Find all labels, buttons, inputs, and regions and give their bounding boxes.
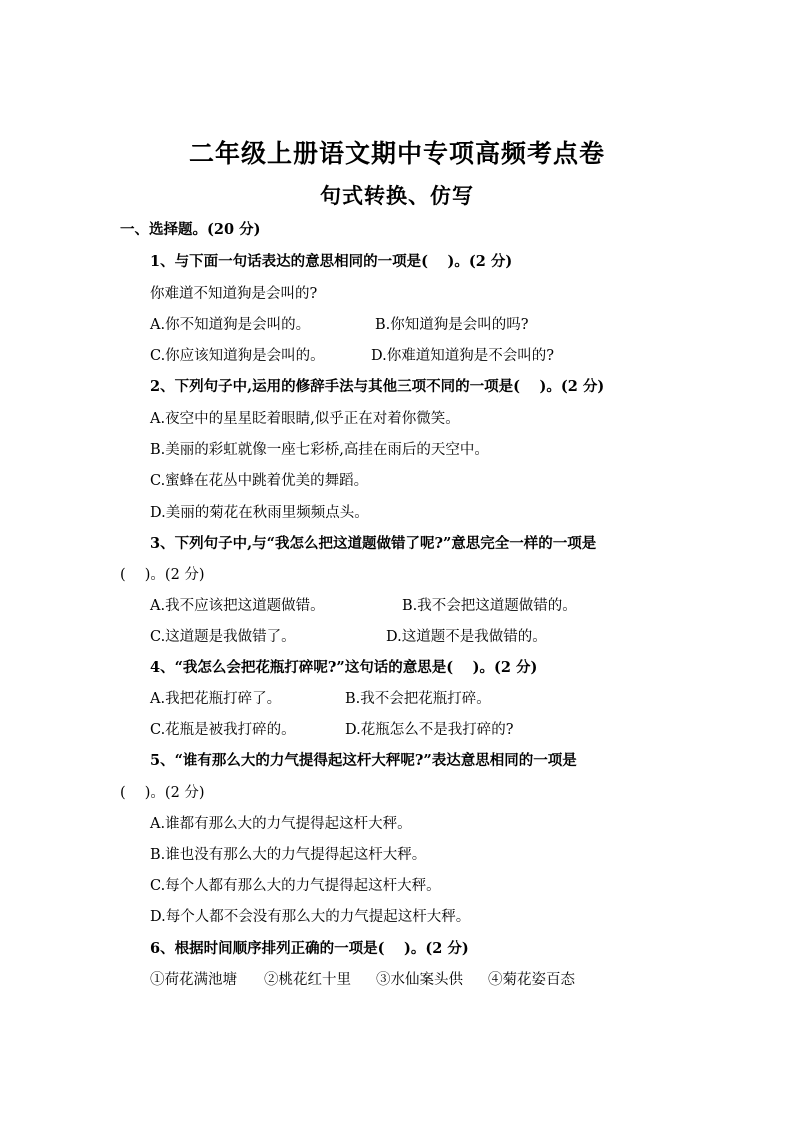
question-6-items: [150, 970, 575, 990]
q6-item-2: ②桃花红十里: [264, 972, 351, 988]
question-4-options-row1: [150, 689, 491, 709]
q5-option-d[interactable]: D.每个人都不会没有那么大的力气提起这杆大秤。: [150, 909, 471, 925]
question-1-stem: 1、与下面一句话表达的意思相同的一项是( )。(2 分): [150, 253, 513, 270]
q2-option-c[interactable]: C.蜜蜂在花丛中跳着优美的舞蹈。: [150, 473, 369, 489]
question-2-stem: 2、下列句子中,运用的修辞手法与其他三项不同的一项是( )。(2 分): [150, 378, 605, 395]
q1-option-c[interactable]: C.你应该知道狗是会叫的。: [150, 348, 325, 364]
question-5-stem: 5、“谁有那么大的力气提得起这杆大秤呢?”表达意思相同的一项是: [150, 752, 577, 769]
page-title: 二年级上册语文期中专项高频考点卷: [188, 139, 605, 168]
question-1-options-row1: [150, 315, 529, 335]
q1-option-b[interactable]: B.你知道狗是会叫的吗?: [375, 317, 529, 333]
q1-option-d[interactable]: D.你难道知道狗是不会叫的?: [371, 348, 554, 364]
q2-option-b[interactable]: B.美丽的彩虹就像一座七彩桥,高挂在雨后的天空中。: [150, 442, 489, 458]
question-5-stem-cont: ( )。(2 分): [120, 785, 205, 801]
q3-option-b[interactable]: B.我不会把这道题做错的。: [402, 598, 577, 614]
question-3-options-row2: [150, 627, 547, 647]
q1-option-a[interactable]: A.你不知道狗是会叫的。: [150, 317, 311, 333]
q3-option-c[interactable]: C.这道题是我做错了。: [150, 629, 296, 645]
q4-option-b[interactable]: B.我不会把花瓶打碎。: [345, 691, 491, 707]
question-3-stem: 3、下列句子中,与“我怎么把这道题做错了呢?”意思完全一样的一项是: [150, 535, 597, 552]
q4-option-a[interactable]: A.我把花瓶打碎了。: [150, 691, 282, 707]
question-6-stem: 6、根据时间顺序排列正确的一项是( )。(2 分): [150, 940, 469, 957]
q2-option-a[interactable]: A.夜空中的星星眨着眼睛,似乎正在对着你微笑。: [150, 411, 460, 427]
question-3-stem-cont: ( )。(2 分): [120, 567, 205, 583]
q2-option-d[interactable]: D.美丽的菊花在秋雨里频频点头。: [150, 505, 369, 521]
question-4-stem: 4、“我怎么会把花瓶打碎呢?”这句话的意思是( )。(2 分): [150, 659, 538, 676]
q5-option-a[interactable]: A.谁都有那么大的力气提得起这杆大秤。: [150, 816, 412, 832]
q4-option-d[interactable]: D.花瓶怎么不是我打碎的?: [345, 722, 514, 738]
q6-item-3: ③水仙案头供: [376, 972, 463, 988]
q3-option-a[interactable]: A.我不应该把这道题做错。: [150, 598, 325, 614]
q5-option-c[interactable]: C.每个人都有那么大的力气提得起这杆大秤。: [150, 878, 441, 894]
q6-item-4: ④菊花姿百态: [488, 972, 575, 988]
section-heading: 一、选择题。(20 分): [120, 221, 261, 238]
q6-item-1: ①荷花满池塘: [150, 972, 237, 988]
q4-option-c[interactable]: C.花瓶是被我打碎的。: [150, 722, 296, 738]
question-1-options-row2: [150, 346, 554, 366]
q3-option-d[interactable]: D.这道题不是我做错的。: [386, 629, 547, 645]
q5-option-b[interactable]: B.谁也没有那么大的力气提得起这杆大秤。: [150, 847, 427, 863]
question-1-sentence: 你难道不知道狗是会叫的?: [150, 286, 318, 302]
question-3-options-row1: [150, 596, 577, 616]
question-4-options-row2: [150, 720, 514, 740]
page-subtitle: 句式转换、仿写: [320, 184, 474, 208]
